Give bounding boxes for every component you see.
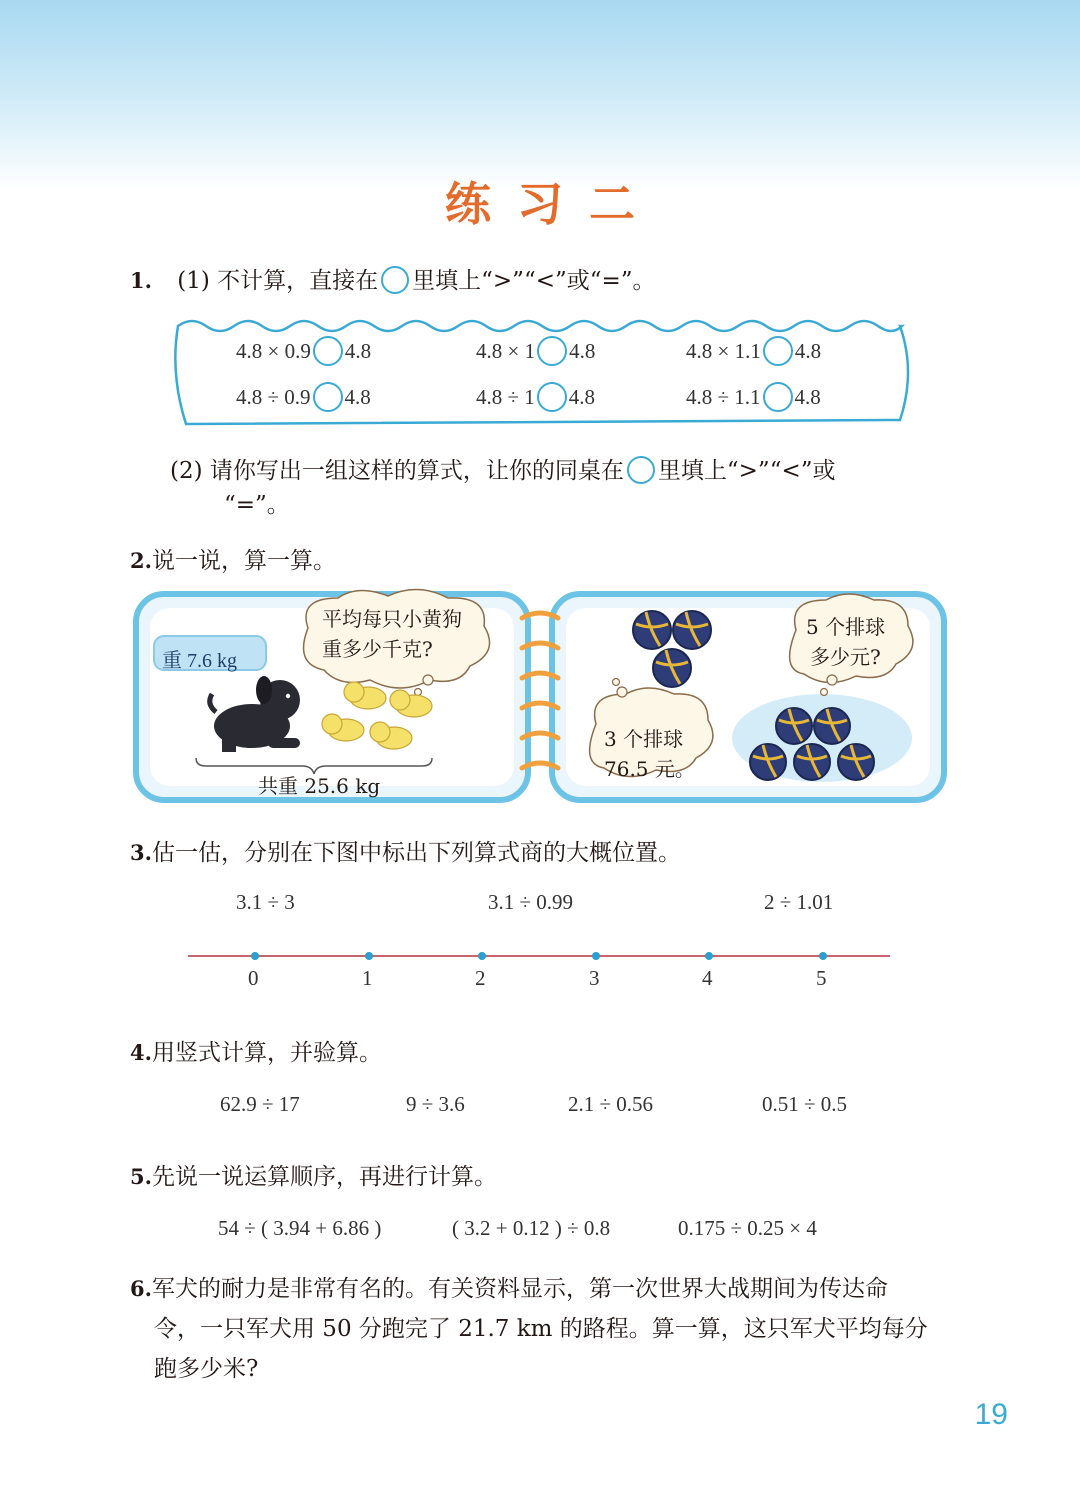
answer-circle-icon [381, 266, 409, 294]
total-weight-label: 共重 25.6 kg [258, 774, 381, 798]
thought-bubble: 3 个排球 76.5 元。 [604, 727, 695, 781]
part-label: (2) [170, 458, 203, 484]
page-header-gradient [0, 0, 1080, 190]
answer-circle[interactable] [537, 336, 567, 366]
tick-label: 5 [816, 966, 827, 990]
expression: 62.9 ÷ 17 [220, 1092, 300, 1116]
expression: 4.8 ÷ 1 4.8 [476, 382, 595, 412]
question-text: 估一估，分别在下图中标出下列算式商的大概位置。 [151, 840, 681, 866]
expression: 2.1 ÷ 0.56 [568, 1092, 654, 1116]
expression: 4.8 × 0.9 4.8 [236, 336, 371, 366]
expression: 0.51 ÷ 0.5 [762, 1092, 848, 1116]
question-6 [130, 1270, 888, 1303]
expression: 3.1 ÷ 0.99 [488, 890, 574, 914]
thought-bubble: 平均每只小黄狗 重多少千克? [322, 607, 462, 661]
question-number: 4. [130, 1040, 152, 1065]
number-line[interactable] [186, 944, 892, 968]
question-text: 令，一只军犬用 50 分跑完了 21.7 km 的路程。算一算，这只军犬平均每分 [154, 1316, 928, 1342]
question-number: 6. [130, 1276, 152, 1301]
question-number: 3. [130, 840, 152, 865]
page-title: 练习二 [445, 177, 661, 231]
instruction-text: 不计算，直接在 [217, 268, 379, 294]
question-3 [130, 834, 681, 867]
answer-circle-icon [627, 456, 655, 484]
expression: 54 ÷ ( 3.94 + 6.86 ) [218, 1216, 382, 1240]
tick-label: 2 [475, 966, 486, 990]
tick-label: 3 [589, 966, 600, 990]
expression: 4.8 × 1 4.8 [476, 336, 595, 366]
question-text: 说一说，算一算。 [151, 548, 336, 574]
instruction-text: 里填上“>”“<”或 [657, 458, 836, 484]
question-text: 用竖式计算，并验算。 [151, 1040, 382, 1066]
tick-label: 4 [702, 966, 713, 990]
question-4 [130, 1034, 382, 1067]
tick-label: 1 [362, 966, 373, 990]
answer-circle[interactable] [537, 382, 567, 412]
page-number: 19 [974, 1398, 1008, 1431]
question-text: 跑多少米? [154, 1356, 259, 1382]
part-label: (1) [177, 268, 210, 294]
expression: 0.175 ÷ 0.25 × 4 [678, 1216, 817, 1240]
question-number: 5. [130, 1164, 152, 1189]
question-text: 军犬的耐力是非常有名的。有关资料显示，第一次世界大战期间为传达命 [151, 1276, 888, 1302]
expression: 2 ÷ 1.01 [764, 890, 834, 914]
question-5 [130, 1158, 497, 1191]
question-number: 2. [130, 548, 152, 573]
thought-bubble: 5 个排球 多少元? [806, 615, 886, 669]
question-text: 先说一说运算顺序，再进行计算。 [151, 1164, 497, 1190]
expression: 3.1 ÷ 3 [236, 890, 295, 914]
expression: 4.8 ÷ 0.9 4.8 [236, 382, 371, 412]
instruction-text: 请你写出一组这样的算式，让你的同桌在 [209, 458, 624, 484]
expression: 9 ÷ 3.6 [406, 1092, 465, 1116]
expression: ( 3.2 + 0.12 ) ÷ 0.8 [452, 1216, 611, 1240]
answer-circle[interactable] [763, 336, 793, 366]
weight-tag: 重 7.6 kg [162, 650, 237, 672]
expression-frame [168, 312, 916, 434]
question-1-part-2 [170, 452, 835, 485]
question-number: 1. [130, 268, 152, 293]
answer-circle[interactable] [313, 336, 343, 366]
answer-circle[interactable] [313, 382, 343, 412]
instruction-text: 里填上“>”“<”或“=”。 [412, 268, 656, 294]
question-1-part-1 [130, 262, 656, 295]
answer-circle[interactable] [763, 382, 793, 412]
expression: 4.8 × 1.1 4.8 [686, 336, 821, 366]
question-2 [130, 542, 336, 575]
instruction-text: “=”。 [224, 492, 290, 518]
expression: 4.8 ÷ 1.1 4.8 [686, 382, 821, 412]
tick-label: 0 [248, 966, 259, 990]
